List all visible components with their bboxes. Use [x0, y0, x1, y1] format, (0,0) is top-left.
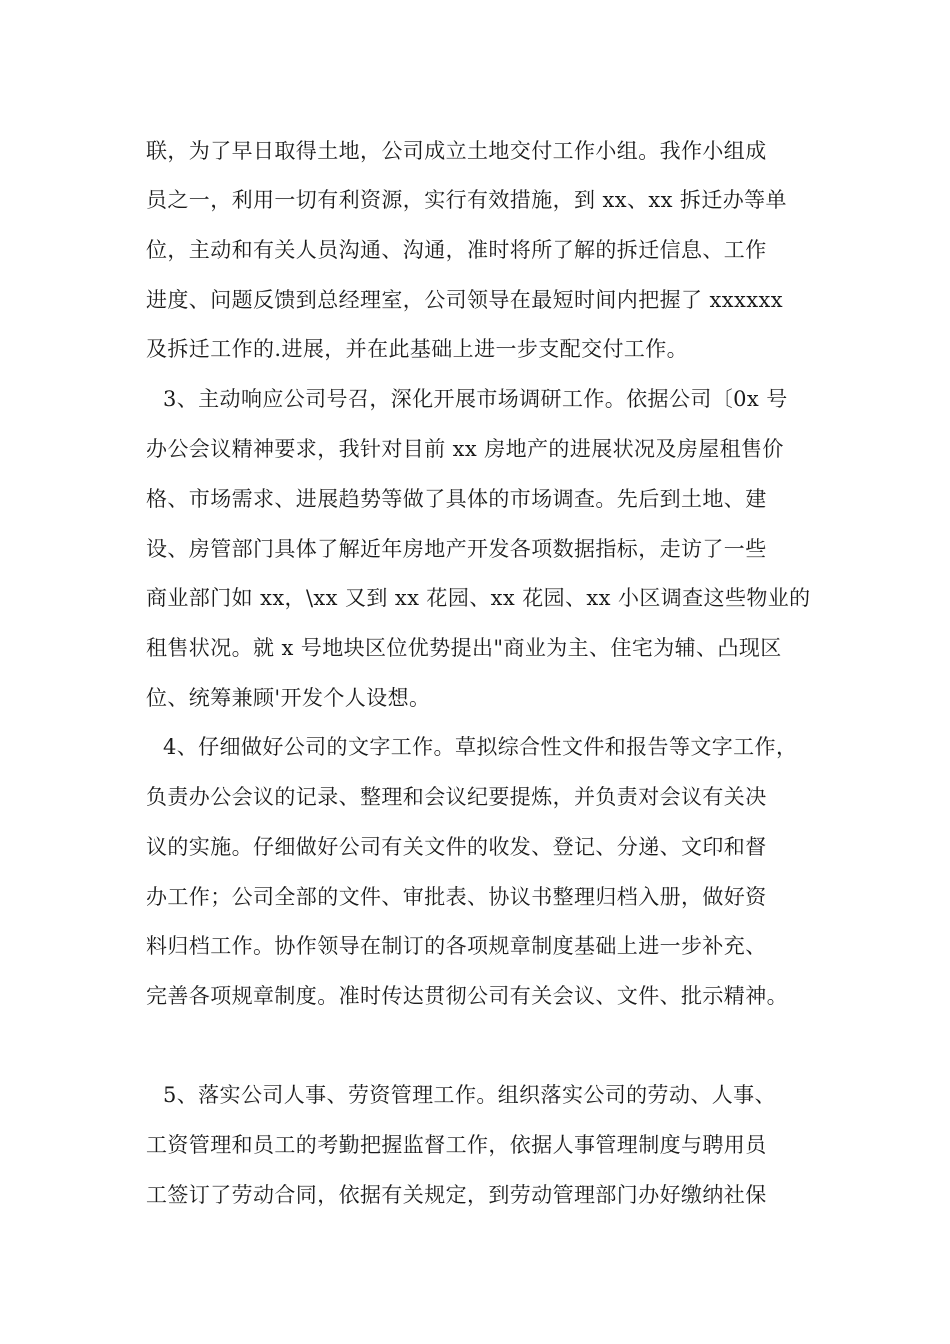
text-line: 工签订了劳动合同，依据有关规定，到劳动管理部门办好缴纳社保 — [146, 1183, 767, 1207]
text-line: 进度、问题反馈到总经理室，公司领导在最短时间内把握了 xxxxxx — [146, 288, 783, 312]
text-line: 格、市场需求、进展趋势等做了具体的市场调查。先后到土地、建 — [146, 487, 767, 511]
text-line: 议的实施。仔细做好公司有关文件的收发、登记、分递、文印和督 — [146, 835, 767, 859]
paragraph-first-line: 4、仔细做好公司的文字工作。草拟综合性文件和报告等文字工作， — [163, 735, 798, 759]
paragraph-first-line: 5、落实公司人事、劳资管理工作。组织落实公司的劳动、人事、 — [163, 1083, 776, 1107]
text-line: 员之一，利用一切有利资源，实行有效措施，到 xx、xx 拆迁办等单 — [146, 188, 787, 212]
text-line: 位、统筹兼顾'开发个人设想。 — [146, 686, 431, 710]
paragraph-first-line: 3、主动响应公司号召，深化开展市场调研工作。依据公司〔0x 号 — [163, 387, 788, 411]
text-line: 办工作；公司全部的文件、审批表、协议书整理归档入册，做好资 — [146, 885, 767, 909]
text-line: 租售状况。就 x 号地块区位优势提出"商业为主、住宅为辅、凸现区 — [146, 636, 782, 660]
text-line: 位，主动和有关人员沟通、沟通，准时将所了解的拆迁信息、工作 — [146, 238, 767, 262]
text-line: 办公会议精神要求，我针对目前 xx 房地产的进展状况及房屋租售价 — [146, 437, 784, 461]
text-line: 完善各项规章制度。准时传达贯彻公司有关会议、文件、批示精神。 — [146, 984, 788, 1008]
text-line: 料归档工作。协作领导在制订的各项规章制度基础上进一步补充、 — [146, 934, 767, 958]
text-line: 负责办公会议的记录、整理和会议纪要提炼，并负责对会议有关决 — [146, 785, 767, 809]
text-line: 联，为了早日取得土地，公司成立土地交付工作小组。我作小组成 — [146, 139, 767, 163]
text-line: 商业部门如 xx，\xx 又到 xx 花园、xx 花园、xx 小区调查这些物业的 — [146, 586, 811, 610]
text-line: 工资管理和员工的考勤把握监督工作，依据人事管理制度与聘用员 — [146, 1133, 767, 1157]
text-line: 设、房管部门具体了解近年房地产开发各项数据指标，走访了一些 — [146, 537, 767, 561]
text-line: 及拆迁工作的.进展，并在此基础上进一步支配交付工作。 — [146, 337, 689, 361]
